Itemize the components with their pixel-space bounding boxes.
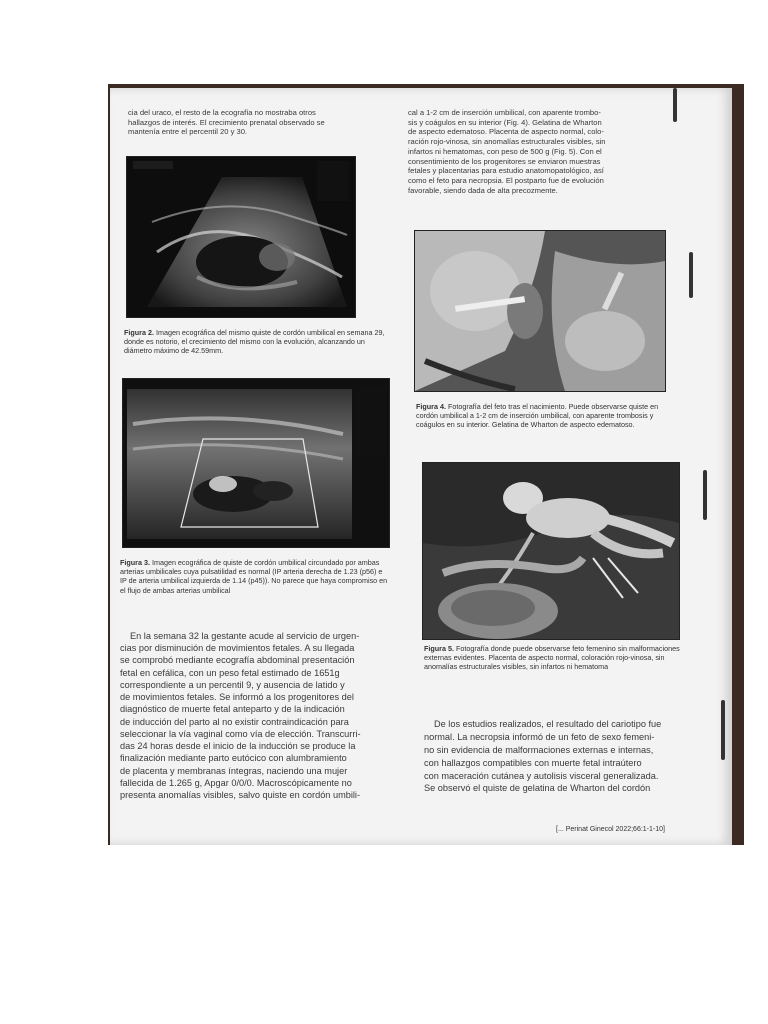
binder-mark xyxy=(689,252,693,298)
text-line: Se observó el quiste de gelatina de Wharton del cordón xyxy=(424,783,651,794)
figure-4-caption-text: Fotografía del feto tras el nacimiento. Puede observarse quiste en cordón umbilical a 1-2 cm de inserción umbilical, con aparente trombosis y coágulos en su interior. Gelatina de Wharton de aspecto edematoso. xyxy=(416,402,659,430)
right-intro-paragraph xyxy=(408,108,662,195)
text-line: cias por disminución de movimientos fetales. A su llegada xyxy=(120,643,355,654)
figure-2-caption-text: Imagen ecográfica del mismo quiste de cordón umbilical en semana 29, donde es notorio, el crecimiento del mismo con la evolución, alcanzando un diámetro máximo de 42.59mm. xyxy=(124,328,385,356)
figure-2-caption xyxy=(124,328,386,356)
figure-5-label: Figura 5. xyxy=(424,644,454,653)
figure-4-photo xyxy=(414,230,666,392)
text-line: con maceración cutánea y autolisis visceral generalizada. xyxy=(424,770,659,781)
text-line: infartos ni hematomas, con peso de 500 g (Fig. 5). Con el xyxy=(408,146,602,156)
figure-2-label: Figura 2. xyxy=(124,328,154,337)
binder-mark xyxy=(703,470,707,520)
figure-3-caption-text: Imagen ecográfica de quiste de cordón umbilical circundado por ambas arterias umbilicales cuya pulsatilidad es normal (IP arteria derecha de 1.23 (p56) e IP de arteria umbilical izquierda de 1.14 (p45)). No parece que haya compromiso en el flujo de ambas arterias umbilical xyxy=(120,558,388,595)
figure-4-caption xyxy=(416,402,678,430)
text-line: fallecida de 1.265 g, Apgar 0/0/0. Macroscópicamente no xyxy=(120,777,352,788)
figure-5-caption xyxy=(424,644,686,672)
figure-3-caption xyxy=(120,558,390,595)
text-line: fetal en cefálica, con un peso fetal estimado de 1651g xyxy=(120,667,340,678)
text-line: finalización mediante parto eutócico con alumbramiento xyxy=(120,753,347,764)
figure-3-ultrasound-image xyxy=(122,378,390,548)
text-line: como el feto para necropsia. El postparto fue de evolución xyxy=(408,176,604,186)
footer-citation: [... Perinat Ginecol 2022;66:1-1-10] xyxy=(556,826,665,833)
figure-2-ultrasound-image xyxy=(126,156,356,318)
text-line: presenta anomalías visibles, salvo quiste en cordón umbili- xyxy=(120,790,361,801)
text-line: cia del uraco, el resto de la ecografía no mostraba otros xyxy=(128,108,316,117)
text-line: normal. La necropsia informó de un feto de sexo femeni- xyxy=(424,731,655,742)
figure-5-caption-text: Fotografía donde puede observarse feto femenino sin malformaciones externas evidentes. Placenta de aspecto normal, coloración rojo-vinosa, sin anomalías estructurales visibles, sin infartos ni hematoma xyxy=(424,644,680,672)
text-line: de inducción del parto al no existir contraindicación para xyxy=(120,716,349,727)
figure-5-photo xyxy=(422,462,680,640)
text-line: hallazgos de interés. El crecimiento prenatal observado se xyxy=(128,117,325,127)
right-body-paragraph xyxy=(424,718,706,795)
text-line: En la semana 32 la gestante acude al servicio de urgen- xyxy=(130,631,360,641)
text-line: sis y coágulos en su interior (Fig. 4). Gelatina de Wharton xyxy=(408,117,602,127)
text-line: das 24 horas desde el inicio de la inducción se produce la xyxy=(120,741,356,752)
text-line: consentimiento de los progenitores se enviaron muestras xyxy=(408,156,601,166)
text-line: fetales y placentarias para estudio anatomopatológico, así xyxy=(408,166,604,176)
text-line: De los estudios realizados, el resultado del cariotipo fue xyxy=(434,719,662,729)
binder-mark xyxy=(721,700,725,760)
text-line: favorable, siendo dada de alta precozmente. xyxy=(408,185,558,195)
text-line: correspondiente a un percentil 9, y ausencia de latido y xyxy=(120,679,345,690)
text-line: diagnóstico de muerte fetal anteparto y de la indicación xyxy=(120,704,345,715)
text-line: se comprobó mediante ecografía abdominal presentación xyxy=(120,655,355,666)
text-line: no sin evidencia de malformaciones externas e internas, xyxy=(424,744,654,755)
text-line: de movimientos fetales. Se informó a los progenitores del xyxy=(120,692,354,703)
text-line: mantenía entre el percentil 20 y 30. xyxy=(128,127,248,137)
left-intro-paragraph xyxy=(128,108,383,137)
text-line: de placenta y membranas íntegras, naciendo una mujer xyxy=(120,765,348,776)
text-line: de aspecto edematoso. Placenta de aspecto normal, colo- xyxy=(408,127,604,137)
figure-4-label: Figura 4. xyxy=(416,402,446,411)
text-line: con hallazgos compatibles con muerte fetal intraútero xyxy=(424,757,642,768)
text-line: ración rojo-vinosa, sin anomalías estructurales visibles, sin xyxy=(408,137,606,147)
text-line: cal a 1-2 cm de inserción umbilical, con aparente trombo- xyxy=(408,108,601,117)
binder-mark xyxy=(673,88,677,122)
figure-3-label: Figura 3. xyxy=(120,558,150,567)
text-line: seleccionar la vía vaginal como vía de elección. Transcurri- xyxy=(120,728,361,739)
left-body-paragraph xyxy=(120,630,400,801)
